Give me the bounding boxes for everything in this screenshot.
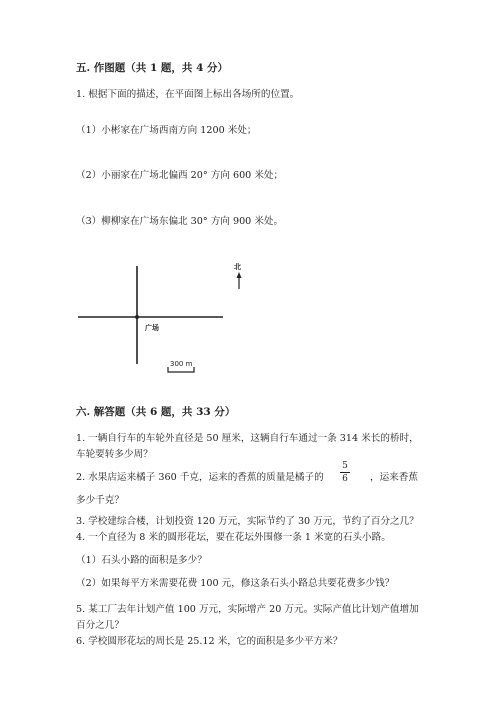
question-6-1-line-2: 车轮要转多少周？ [76, 449, 153, 460]
scale-label: 300 m [170, 360, 193, 368]
section-6-heading: 六. 解答题（共 6 题，共 33 分） [76, 406, 236, 418]
question-6-4-sub-1: （1）石头小路的面积是多少？ [76, 555, 207, 566]
question-6-5-line-1: 5. 某工厂去年计划产值 100 万元，实际增产 20 万元。实际产值比计划产值增加 [76, 604, 419, 615]
question-5-1-item-1: （1）小彬家在广场西南方向 1200 米处； [76, 125, 257, 136]
question-6-2-line-2: 多少千克？ [76, 495, 124, 506]
center-label: 广场 [145, 324, 159, 332]
question-6-4-sub-2: （2）如果每平方米需要花费 100 元，修这条石头小路总共要花费多少钱？ [76, 578, 395, 589]
fraction-five-sixths [340, 461, 350, 484]
question-6-6: 6. 学校圆形花坛的周长是 25.12 米，它的面积是多少平方米？ [76, 636, 343, 647]
question-6-2-part-1: 2. 水果店运来橘子 360 千克，运来的香蕉的质量是橘子的 [76, 472, 324, 483]
question-6-4: 4. 一个直径为 8 米的圆形花坛，要在花坛外围修一条 1 米宽的石头小路。 [76, 532, 391, 543]
scale-bar [168, 367, 194, 372]
north-label: 北 [234, 263, 241, 271]
question-5-1-item-2: （2）小丽家在广场北偏西 20° 方向 600 米处； [76, 170, 284, 181]
question-6-1-line-1: 1. 一辆自行车的车轮外直径是 50 厘米，这辆自行车通过一条 314 米长的桥时， [76, 433, 419, 444]
fraction-denominator: 6 [342, 474, 348, 484]
question-5-1: 1. 根据下面的描述，在平面图上标出各场所的位置。 [76, 89, 300, 100]
center-point [135, 315, 139, 319]
section-5-heading: 五. 作图题（共 1 题，共 4 分） [76, 62, 229, 74]
question-5-1-item-3: （3）柳柳家在广场东偏北 30° 方向 900 米处。 [76, 216, 284, 227]
question-6-2-part-2: ，运来香蕉 [370, 472, 418, 483]
question-6-5-line-2: 百分之几？ [76, 620, 124, 631]
north-arrow-head [237, 272, 242, 278]
question-6-3: 3. 学校建综合楼，计划投资 120 万元，实际节约了 30 万元，节约了百分之几？ [76, 516, 419, 527]
fraction-numerator: 5 [342, 461, 348, 471]
fraction-bar [340, 472, 350, 473]
